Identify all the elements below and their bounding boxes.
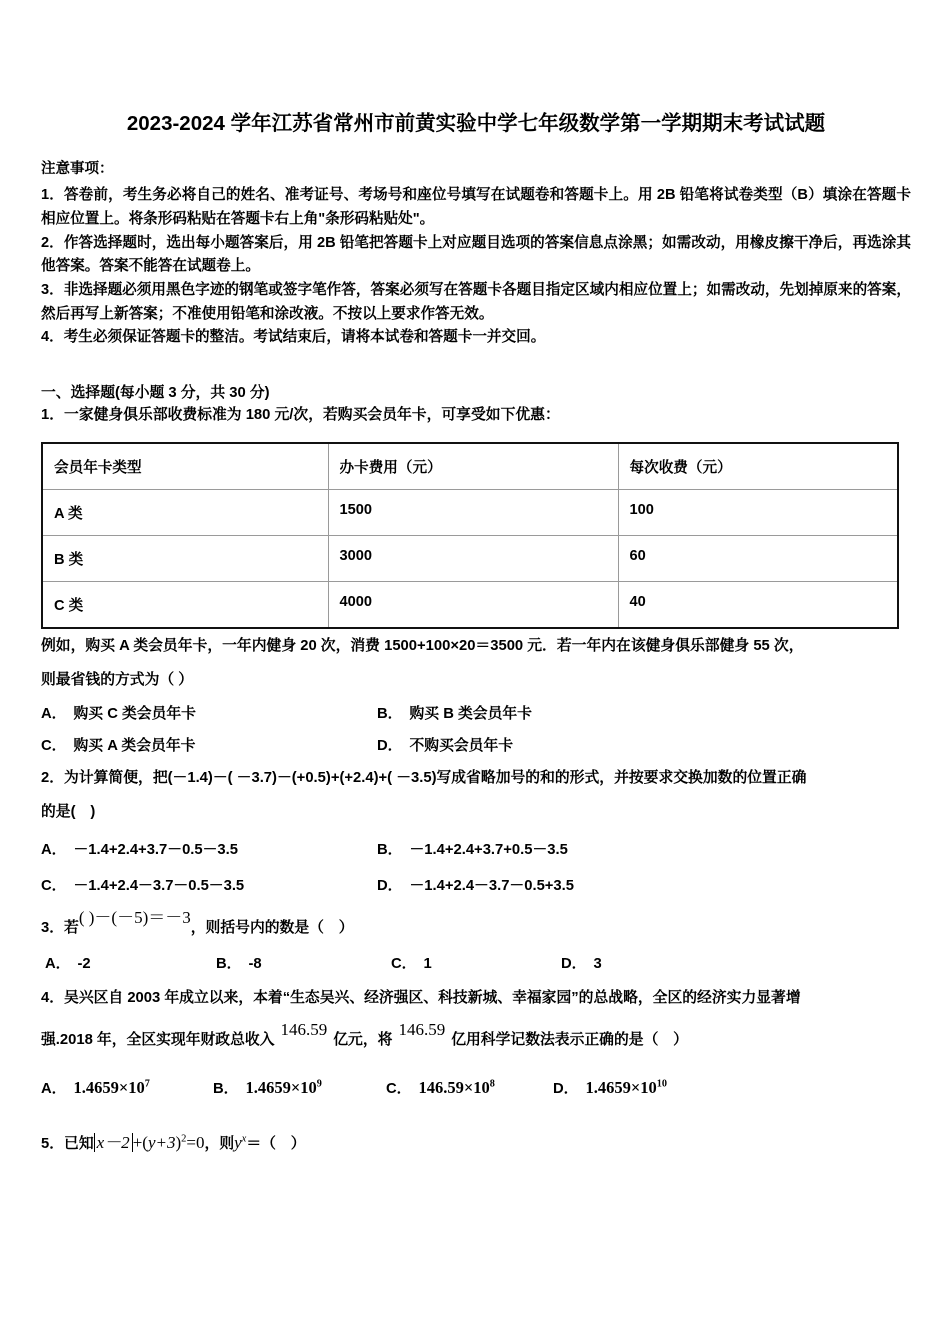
- question-4-value-1: 146.59: [280, 1019, 328, 1039]
- page-title: 2023-2024 学年江苏省常州市前黄实验中学七年级数学第一学期期末考试试题: [126, 112, 826, 135]
- cell-visit-fee: 60: [618, 535, 898, 581]
- table-row: [42, 489, 898, 535]
- option-d-text: 不购买会员年卡: [409, 737, 514, 754]
- question-1-text: 一家健身俱乐部收费标准为 180 元/次，若购买会员年卡，可享受如下优惠：: [64, 407, 560, 424]
- question-4-stem: [41, 987, 911, 1011]
- option-row: [41, 735, 911, 757]
- question-3-stem: [41, 907, 911, 941]
- option-a[interactable]: [45, 953, 91, 977]
- option-a-label: A．: [41, 1080, 67, 1097]
- option-b-value: [245, 1078, 321, 1097]
- option-row: [41, 839, 911, 861]
- cell-card-fee: 4000: [328, 581, 618, 628]
- question-2-stem: [41, 767, 911, 791]
- notice-item: 4．考生必须保证答题卡的整洁。考试结束后，请将本试卷和答题卡一并交回。: [41, 329, 546, 346]
- question-5-y-power-x: [234, 1133, 246, 1152]
- option-a[interactable]: [41, 703, 196, 727]
- question-1-stem: [41, 404, 911, 428]
- option-d-label: D．: [377, 877, 403, 894]
- section-heading: 一、选择题(每小题 3 分，共 30 分): [41, 384, 270, 401]
- option-c-label: C．: [41, 877, 67, 894]
- question-5-equals-zero: =0: [186, 1132, 205, 1152]
- cell-type: A 类: [42, 489, 328, 535]
- option-row: [41, 703, 911, 725]
- option-d-label: D．: [561, 955, 587, 972]
- option-d[interactable]: [561, 953, 602, 977]
- option-d[interactable]: [377, 875, 574, 899]
- question-1-example: 例如，购买 A 类会员年卡，一年内健身 20 次，消费 1500+100×20＝3500 元．若一年内在该健身俱乐部健身 55 次，: [41, 637, 804, 654]
- question-5-stem: [41, 1129, 911, 1157]
- option-c-text: 1: [423, 955, 432, 972]
- option-a-exponent: 7: [144, 1078, 150, 1090]
- option-row: [41, 1075, 911, 1103]
- question-5-suffix: ＝（ ）: [246, 1135, 306, 1152]
- question-5-number: 5．: [41, 1135, 65, 1152]
- option-d-times-ten: ×10: [630, 1077, 657, 1097]
- column-header-card-type: 会员年卡类型: [42, 443, 328, 490]
- cell-card-fee: 1500: [328, 489, 618, 535]
- question-3-prefix: 若: [64, 919, 79, 936]
- option-b-label: B．: [377, 705, 403, 722]
- question-4-line2-part2: 亿元，将: [333, 1031, 393, 1048]
- option-a-label: A．: [41, 841, 67, 858]
- notice-item: 1．答卷前，考生务必将自己的姓名、准考证号、考场号和座位号填写在试题卷和答题卡上。用 2B 铅笔将试卷类型（B）填涂在答题卡相应位置上。将条形码粘贴在答题卡右上角"条形码粘贴处"。: [41, 187, 911, 227]
- option-d-label: D．: [377, 737, 403, 754]
- option-b-label: B．: [213, 1080, 239, 1097]
- option-d-text: －1.4+2.4－3.7－0.5+3.5: [409, 877, 575, 894]
- option-d-mantissa: 1.4659: [585, 1077, 631, 1097]
- cell-type: C 类: [42, 581, 328, 628]
- option-a-text: －1.4+2.4+3.7－0.5－3.5: [73, 841, 239, 858]
- question-2-options: [41, 839, 911, 897]
- option-c-text: 购买 A 类会员年卡: [73, 737, 196, 754]
- option-c[interactable]: [391, 953, 432, 977]
- option-a-times-ten: ×10: [118, 1077, 145, 1097]
- option-a-text: -2: [77, 955, 91, 972]
- question-5-mid-text: ，则: [204, 1135, 235, 1152]
- question-4-text: 吴兴区自 2003 年成立以来，本着“生态吴兴、经济强区、科技新城、幸福家园”的总战略，全区的经济实力显著增: [64, 989, 801, 1006]
- option-d-value: [585, 1078, 667, 1097]
- table-header-row: [42, 443, 898, 490]
- option-row: [41, 953, 911, 975]
- option-d-text: 3: [593, 955, 602, 972]
- option-b[interactable]: [377, 839, 568, 863]
- option-a[interactable]: [41, 839, 238, 863]
- table-row: [42, 535, 898, 581]
- question-4-value-2: 146.59: [398, 1019, 446, 1039]
- question-5-paren-expr: y+3: [147, 1132, 176, 1152]
- option-a[interactable]: [41, 1075, 150, 1102]
- question-4-line2-part1: 强.2018 年，全区实现年财政总收入: [41, 1031, 275, 1048]
- page-content: [41, 0, 911, 1157]
- option-c-times-ten: ×10: [463, 1077, 490, 1097]
- option-c-text: －1.4+2.4－3.7－0.5－3.5: [73, 877, 245, 894]
- question-3-number: 3．: [41, 919, 65, 936]
- question-1-example-cont: 则最省钱的方式为（ ）: [41, 671, 194, 688]
- question-3-suffix: ，则括号内的数是（ ）: [190, 919, 354, 936]
- question-5-plus: +: [132, 1132, 143, 1152]
- cell-card-fee: 3000: [328, 535, 618, 581]
- cell-type: B 类: [42, 535, 328, 581]
- question-5-x-exponent: x: [241, 1133, 247, 1145]
- option-c-label: C．: [386, 1080, 412, 1097]
- question-5-y: y: [234, 1132, 242, 1152]
- question-4-line2-part3: 亿用科学记数法表示正确的是（ ）: [451, 1031, 688, 1048]
- question-5-paren-group: $(y+3)^2$: [142, 1132, 187, 1152]
- question-1-number: 1．: [41, 407, 65, 424]
- option-b-label: B．: [216, 955, 242, 972]
- option-b-text: 购买 B 类会员年卡: [409, 705, 532, 722]
- option-d-label: D．: [553, 1080, 579, 1097]
- cell-visit-fee: 40: [618, 581, 898, 628]
- question-3-options: [41, 953, 911, 975]
- option-c[interactable]: [41, 875, 244, 899]
- notice-item: 2．作答选择题时，选出每小题答案后，用 2B 铅笔把答题卡上对应题目选项的答案信息点涂黑；如需改动，用橡皮擦干净后，再选涂其他答案。答案不能答在试题卷上。: [41, 234, 911, 275]
- option-b-text: -8: [248, 955, 262, 972]
- option-d[interactable]: [553, 1075, 667, 1102]
- option-b-text: －1.4+2.4+3.7+0.5－3.5: [409, 841, 568, 858]
- table-row: [42, 581, 898, 628]
- membership-fee-table: [41, 442, 899, 629]
- option-a-label: A．: [41, 705, 67, 722]
- question-2-number: 2．: [41, 769, 65, 786]
- question-4-options: [41, 1075, 911, 1103]
- question-4-number: 4．: [41, 989, 65, 1006]
- question-1-options: [41, 703, 911, 757]
- question-5-expression: [94, 1133, 205, 1152]
- option-b-label: B．: [377, 841, 403, 858]
- option-b-mantissa: 1.4659: [245, 1077, 291, 1097]
- column-header-per-visit-fee: 每次收费（元）: [618, 443, 898, 490]
- option-b[interactable]: [377, 703, 532, 727]
- question-5-prefix: 已知: [64, 1135, 94, 1152]
- option-c[interactable]: [41, 735, 195, 759]
- option-c[interactable]: [386, 1075, 495, 1102]
- option-b[interactable]: [216, 953, 262, 977]
- question-4-stem-cont: [41, 1019, 911, 1053]
- question-2-stem-cont: 的是( ): [41, 803, 96, 820]
- question-5-paren-exponent: 2: [181, 1133, 187, 1145]
- column-header-card-fee: 办卡费用（元）: [328, 443, 618, 490]
- notice-item: 3．非选择题必须用黑色字迹的钢笔或签字笔作答，答案必须写在答题卡各题目指定区域内相应位置上；如需改动，先划掉原来的答案，然后再写上新答案；不准使用铅笔和涂改液。不按以上要求作答无效。: [41, 281, 911, 322]
- cell-visit-fee: 100: [618, 489, 898, 535]
- question-2-text: 为计算简便，把(－1.4)－( －3.7)－(+0.5)+(+2.4)+( －3.5)写成省略加号的和的形式，并按要求交换加数的位置正确: [64, 769, 807, 786]
- option-a-text: 购买 C 类会员年卡: [73, 705, 196, 722]
- option-c-label: C．: [391, 955, 417, 972]
- question-5-abs-expr: x－2: [96, 1132, 130, 1152]
- option-a-value: [73, 1078, 149, 1097]
- option-c-value: [418, 1078, 494, 1097]
- option-a-label: A．: [45, 955, 71, 972]
- notice-list: [41, 184, 911, 349]
- option-b-exponent: 9: [316, 1078, 322, 1090]
- option-c-exponent: 8: [489, 1078, 495, 1090]
- option-c-mantissa: 146.59: [418, 1077, 464, 1097]
- option-row: [41, 875, 911, 897]
- question-3-expression: ( )－(－5)＝－3: [78, 907, 191, 927]
- notice-heading: 注意事项：: [41, 160, 114, 177]
- option-a-mantissa: 1.4659: [73, 1077, 119, 1097]
- option-d-exponent: 10: [656, 1078, 667, 1090]
- option-d[interactable]: [377, 735, 513, 759]
- option-c-label: C．: [41, 737, 67, 754]
- option-b-times-ten: ×10: [290, 1077, 317, 1097]
- option-b[interactable]: [213, 1075, 322, 1102]
